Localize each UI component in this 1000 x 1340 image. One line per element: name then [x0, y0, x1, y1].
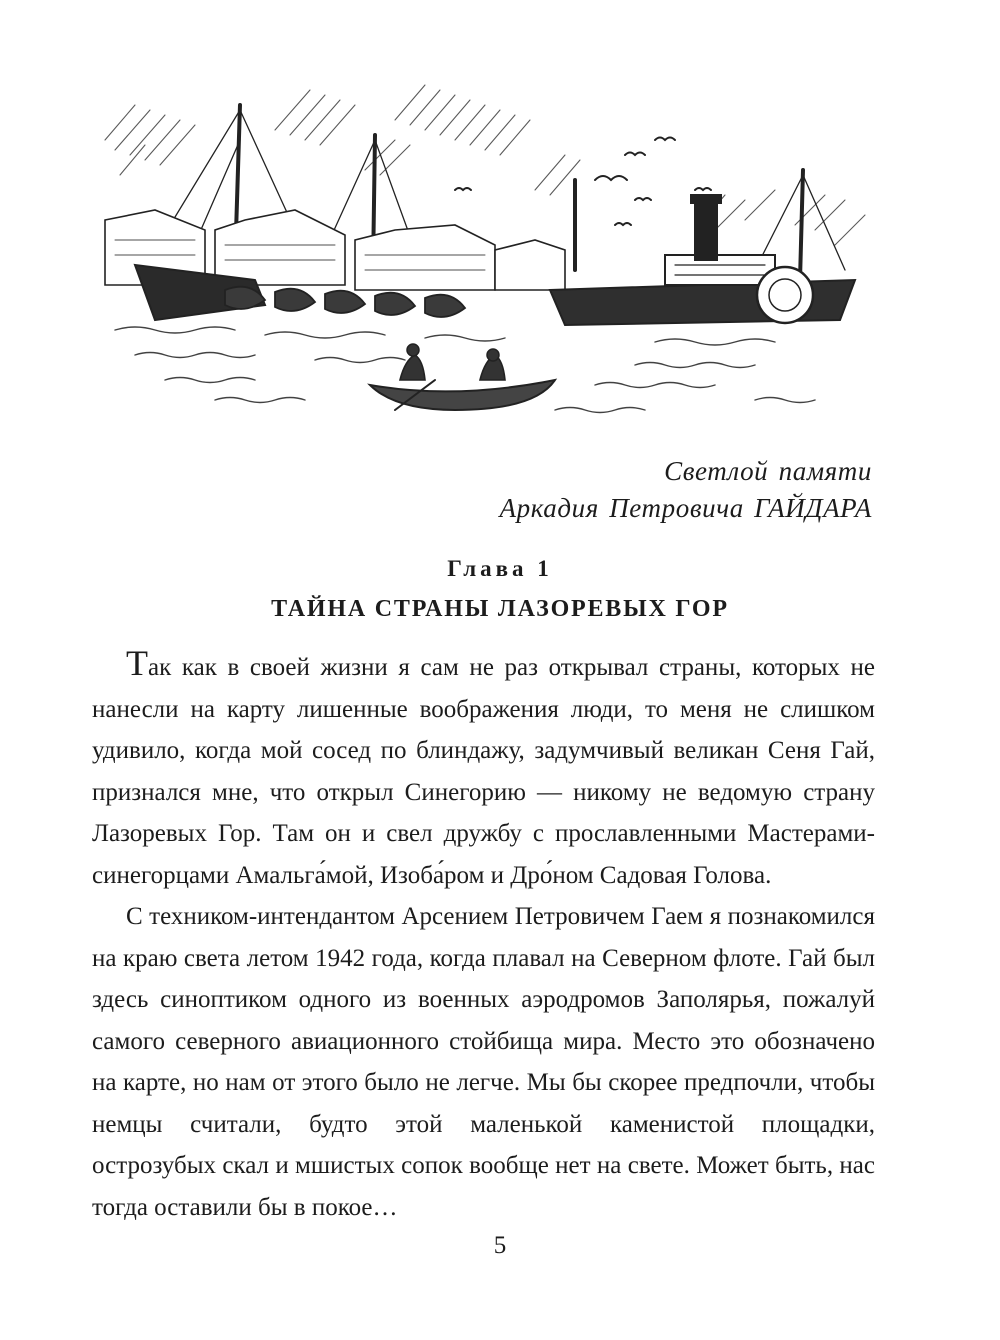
paragraph-1-text: ак как в своей жизни я сам не раз открывал страны, которых не нанесли на карту лишенные воображения люди, то меня не слишком удивило, когда мой сосед по блиндажу, задумчивый великан Сеня Гай, признался мне, что открыл Синегорию — никому не ведомую страну Лазоревых Гор. Там он и свел дружбу с прославленными Мастерами-синегорцами Амальга́мой, Изоба́ром и Дро́ном Садовая Голова. — [92, 654, 875, 889]
dedication-line-1: Светлой памяти — [664, 456, 872, 486]
drop-cap: Т — [126, 643, 148, 683]
paragraph-2: С техником-интендантом Арсением Петровичем Гаем я познакомился на краю света летом 1942 года, когда плавал на Северном флоте. Гай был здесь синоптиком одного из военных аэродромов Заполярья, пожалуй самого северного авиационного стойбища мира. Место это обозначено на карте, но нам от этого было не легче. Мы бы скорее предпочли, чтобы немцы считали, будто этой маленькой каменистой площадки, острозубых скал и мшистых сопок вообще нет на свете. Может быть, нас тогда оставили бы в покое… — [92, 903, 875, 1221]
body-text — [92, 645, 875, 1228]
chapter-label: Глава 1 — [447, 556, 553, 581]
dedication-line-2: Аркадия Петровича ГАЙДАРА — [499, 493, 872, 523]
chapter-title: ТАЙНА СТРАНЫ ЛАЗОРЕВЫХ ГОР — [271, 596, 729, 622]
page-number: 5 — [493, 1232, 507, 1259]
dedication — [500, 453, 873, 527]
paragraph-1 — [92, 645, 875, 896]
harbor-illustration — [95, 80, 880, 425]
